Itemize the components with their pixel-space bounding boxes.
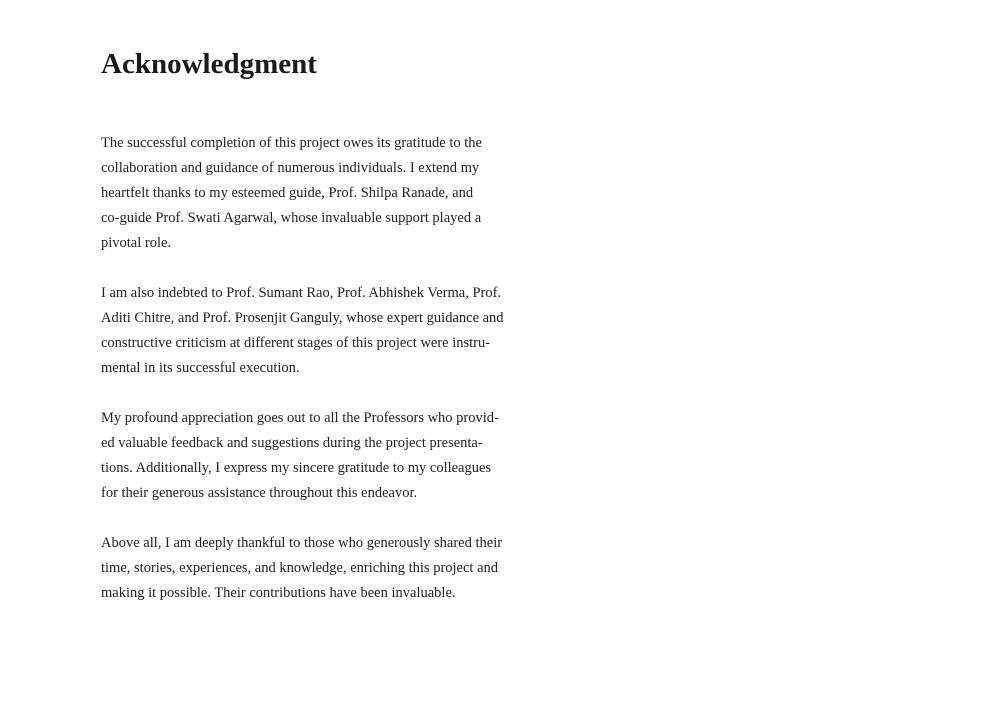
text-line: for their generous assistance throughout this endeavor.	[101, 485, 418, 501]
text-line: time, stories, experiences, and knowledge, enriching this project and	[101, 560, 499, 576]
page-title: Acknowledgment	[101, 48, 317, 80]
text-line: heartfelt thanks to my esteemed guide, Prof. Shilpa Ranade, and	[101, 185, 474, 201]
paragraph-4	[101, 531, 511, 606]
text-line: Above all, I am deeply thankful to those who generously shared their	[101, 535, 503, 551]
paragraph-3	[101, 406, 511, 506]
acknowledgment-body	[101, 131, 511, 631]
paragraph-1	[101, 131, 511, 256]
paragraph-2	[101, 281, 511, 381]
text-line: constructive criticism at different stages of this project were instru-	[101, 335, 491, 351]
text-line: I am also indebted to Prof. Sumant Rao, Prof. Abhishek Verma, Prof.	[101, 285, 502, 301]
text-line: collaboration and guidance of numerous individuals. I extend my	[101, 160, 480, 176]
text-line: tions. Additionally, I express my sincere gratitude to my colleagues	[101, 460, 492, 476]
text-line: mental in its successful execution.	[101, 360, 300, 376]
text-line: Aditi Chitre, and Prof. Prosenjit Ganguly, whose expert guidance and	[101, 310, 504, 326]
text-line: making it possible. Their contributions have been invaluable.	[101, 585, 456, 601]
text-line: ed valuable feedback and suggestions during the project presenta-	[101, 435, 483, 451]
text-line: The successful completion of this project owes its gratitude to the	[101, 135, 482, 151]
text-line: My profound appreciation goes out to all the Professors who provid-	[101, 410, 499, 426]
text-line: pivotal role.	[101, 235, 172, 251]
text-line: co-guide Prof. Swati Agarwal, whose invaluable support played a	[101, 210, 482, 226]
